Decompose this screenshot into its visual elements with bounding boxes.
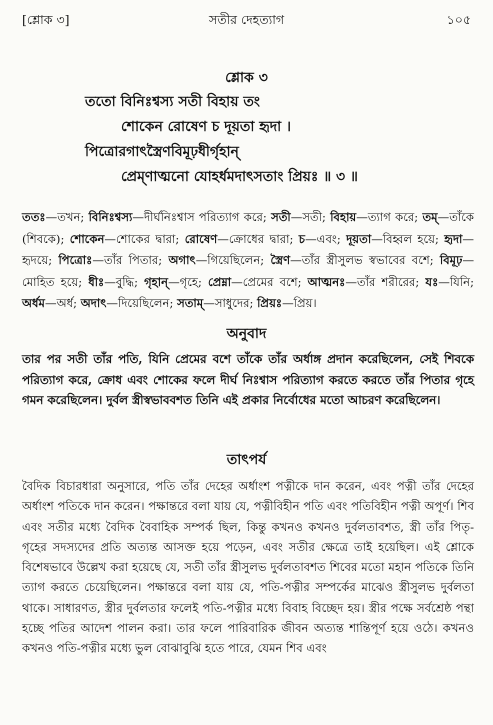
synonym-word: প্রেম্না xyxy=(207,274,232,289)
synonym-word: প্রিয়ঃ xyxy=(257,296,283,311)
translation-title: অনুবাদ xyxy=(226,326,267,342)
verse-line-4: প্রেম্‌ণাত্মনো যোহর্ধমদাৎসতাং প্রিয়ঃ ॥ ৩ ॥ xyxy=(121,169,358,185)
synonym-meaning: হৃদয়ে; xyxy=(22,253,53,268)
purport-text xyxy=(22,476,474,659)
synonym-word: হৃদা xyxy=(444,231,463,246)
synonym-word: বিহায় xyxy=(330,210,357,224)
chapter-title: সতীর দেহত্যাগ xyxy=(208,12,285,27)
synonym-meaning: অর্ধ; xyxy=(56,296,78,311)
synonym-meaning: দিয়েছিলেন; xyxy=(118,296,174,311)
synonym-meaning: তাঁর স্ত্রীসুলভ স্বভাবের বশে; xyxy=(301,253,434,268)
verse-reference: [শ্লোক ৩] xyxy=(22,12,70,27)
synonym-meaning: দীর্ঘনিঃশ্বাস পরিত্যাগ করে; xyxy=(144,210,267,224)
synonym-meaning: এবং; xyxy=(316,231,341,246)
synonym-word: তম্ xyxy=(422,210,438,224)
synonym-word: গৃহান্ xyxy=(144,274,169,289)
synonyms-block: ততঃ—তখন; বিনিঃশ্বস্য—দীর্ঘনিঃশ্বাস পরিত্যাগ করে; সতী—সতী; বিহায়—ত্যাগ করে; তম্—তাঁকে (শিবকে); শোকেন—শোকের দ্বারা; রোষেণ—ক্রোধের দ্বারা; চ—এবং; দূয়তা—বিহ্বল হয়ে; হৃদা—হৃদয়ে; পিত্রোঃ—তাঁর পিতার; অগাৎ—গিয়েছিলেন; স্ত্রৈণ—তাঁর স্ত্রীসুলভ স্বভাবের বশে; বিমূঢ়—মোহিত হয়ে; ধীঃ—বুদ্ধি; গৃহান্—গৃহে; প্রেম্না—প্রেমের বশে; আত্মনঃ—তাঁর শরীরের; যঃ—যিনি; অর্ধম—অর্ধ; অদাৎ—দিয়েছিলেন; সতাম্—সাধুদের; প্রিয়ঃ—প্রিয়। xyxy=(22,210,475,311)
synonym-word: বিনিঃশ্বস্য xyxy=(88,210,133,224)
synonym-word: চ xyxy=(298,231,306,246)
synonym-meaning: তাঁকে (শিবকে); xyxy=(22,210,475,246)
synonym-meaning: ক্রোধের দ্বারা; xyxy=(228,231,294,246)
synonym-meaning: সতী; xyxy=(302,210,326,224)
synonym-meaning: মোহিত হয়ে; xyxy=(22,274,83,289)
synonym-meaning: তখন; xyxy=(57,210,85,224)
synonym-meaning: তাঁর শরীরের; xyxy=(356,274,420,289)
synonym-word: ধীঃ xyxy=(88,274,105,289)
synonym-word: শোকেন xyxy=(69,231,105,246)
purport-title: তাৎপর্য xyxy=(226,452,267,468)
synonym-meaning: বুদ্ধি; xyxy=(115,274,139,289)
synonym-word: রোষেণ xyxy=(184,231,218,246)
page-header xyxy=(22,12,471,34)
synonym-word: পিত্রোঃ xyxy=(58,253,93,268)
translation-text: তার পর সতী তাঁর পতি, যিনি প্রেমের বশে তাঁকে তাঁর অর্ধাঙ্গ প্রদান করেছিলেন, সেই শিবকে পরিত্যাগ করে, ক্রোধ এবং শোকের ফলে দীর্ঘ নিঃশ্বাস পরিত্যাগ করতে করতে তাঁর পিতার গৃহে গমন করেছিলেন। দুর্বল স্ত্রীস্বভাববশত তিনি এই প্রকার নির্বোধের মতো আচরণ করেছিলেন। xyxy=(22,352,474,407)
synonym-meaning: ত্যাগ করে; xyxy=(367,210,419,224)
synonym-word: অর্ধম xyxy=(22,296,45,311)
synonym-word: ততঃ xyxy=(22,210,46,224)
synonym-word: অগাৎ xyxy=(168,253,196,268)
synonym-word: স্ত্রৈণ xyxy=(270,253,291,268)
synonym-meaning: প্রিয়। xyxy=(293,296,317,311)
synonym-meaning: বিহ্বল হয়ে; xyxy=(382,231,439,246)
synonym-word: বিমূঢ় xyxy=(439,253,463,268)
synonym-meaning: যিনি; xyxy=(449,274,474,289)
synonym-word: অদাৎ xyxy=(80,296,107,311)
synonym-word: সতী xyxy=(271,210,291,224)
synonym-meaning: প্রেমের বশে; xyxy=(242,274,302,289)
page-number: ১০৫ xyxy=(446,12,471,27)
synonym-word: আত্মনঃ xyxy=(307,274,346,289)
verse-line-3: পিত্রোরগাৎস্ত্রৈণবিমূঢ়ধীর্গৃহান্ xyxy=(85,144,239,160)
synonym-word: সতাম্ xyxy=(177,296,204,311)
synonym-word: দূয়তা xyxy=(346,231,372,246)
verse-title: শ্লোক ৩ xyxy=(225,70,268,86)
verse-line-2: শোকেন রোষেণ চ দূয়তা হৃদা । xyxy=(121,119,292,135)
synonym-meaning: সাধুদের; xyxy=(214,296,254,311)
synonym-word: যঃ xyxy=(425,274,439,289)
synonym-meaning: গৃহে; xyxy=(179,274,202,289)
purport-paragraph: বৈদিক বিচারধারা অনুসারে, পতি তাঁর দেহের অর্ধাংশ পত্নীকে দান করেন, এবং পত্নী তাঁর দেহের অর্ধাংশ পতিকে দান করেন। পক্ষান্তরে বলা যায় যে, পত্নীবিহীন পতি এবং পতিবিহীন পত্নী অপূর্ণ। শিব এবং সতীর মধ্যে বৈদিক বৈবাহিক সম্পর্ক ছিল, কিন্তু কখনও কখনও দুর্বলতাবশত, স্ত্রী তাঁর পিতৃ-গৃহের সদস্যদের প্রতি অত্যন্ত আসক্ত হয়ে পড়েন, এবং সতীর ক্ষেত্রে তাই হয়েছিল। এই শ্লোকে বিশেষভাবে উল্লেখ করা হয়েছে যে, সতী তাঁর স্ত্রীসুলভ দুর্বলতাবশত শিবের মতো মহান পতিকে তিনি ত্যাগ করতে চেয়েছিলেন। পক্ষান্তরে বলা যায় যে, পতি-পত্নীর সম্পর্কের মাঝেও স্ত্রীসুলভ দুর্বলতা থাকে। সাধারণত, স্ত্রীর দুর্বলতার ফলেই পতি-পত্নীর মধ্যে বিবাহ বিচ্ছেদ হয়। স্ত্রীর পক্ষে সর্বশ্রেষ্ঠ পন্থা হচ্ছে পতির আদেশ পালন করা। তার ফলে পারিবারিক জীবন অত্যন্ত শান্তিপূর্ণ হয়ে ওঠে। কখনও কখনও পতি-পত্নীর মধ্যে ভুল বোঝাবুঝি হতে পারে, যেমন শিব এবং xyxy=(22,479,474,656)
synonym-meaning: তাঁর পিতার; xyxy=(103,253,163,268)
verse-line-1: ততো বিনিঃশ্বস্য সতী বিহায় তং xyxy=(85,94,260,110)
synonym-meaning: গিয়েছিলেন; xyxy=(207,253,265,268)
synonym-meaning: শোকের দ্বারা; xyxy=(115,231,180,246)
